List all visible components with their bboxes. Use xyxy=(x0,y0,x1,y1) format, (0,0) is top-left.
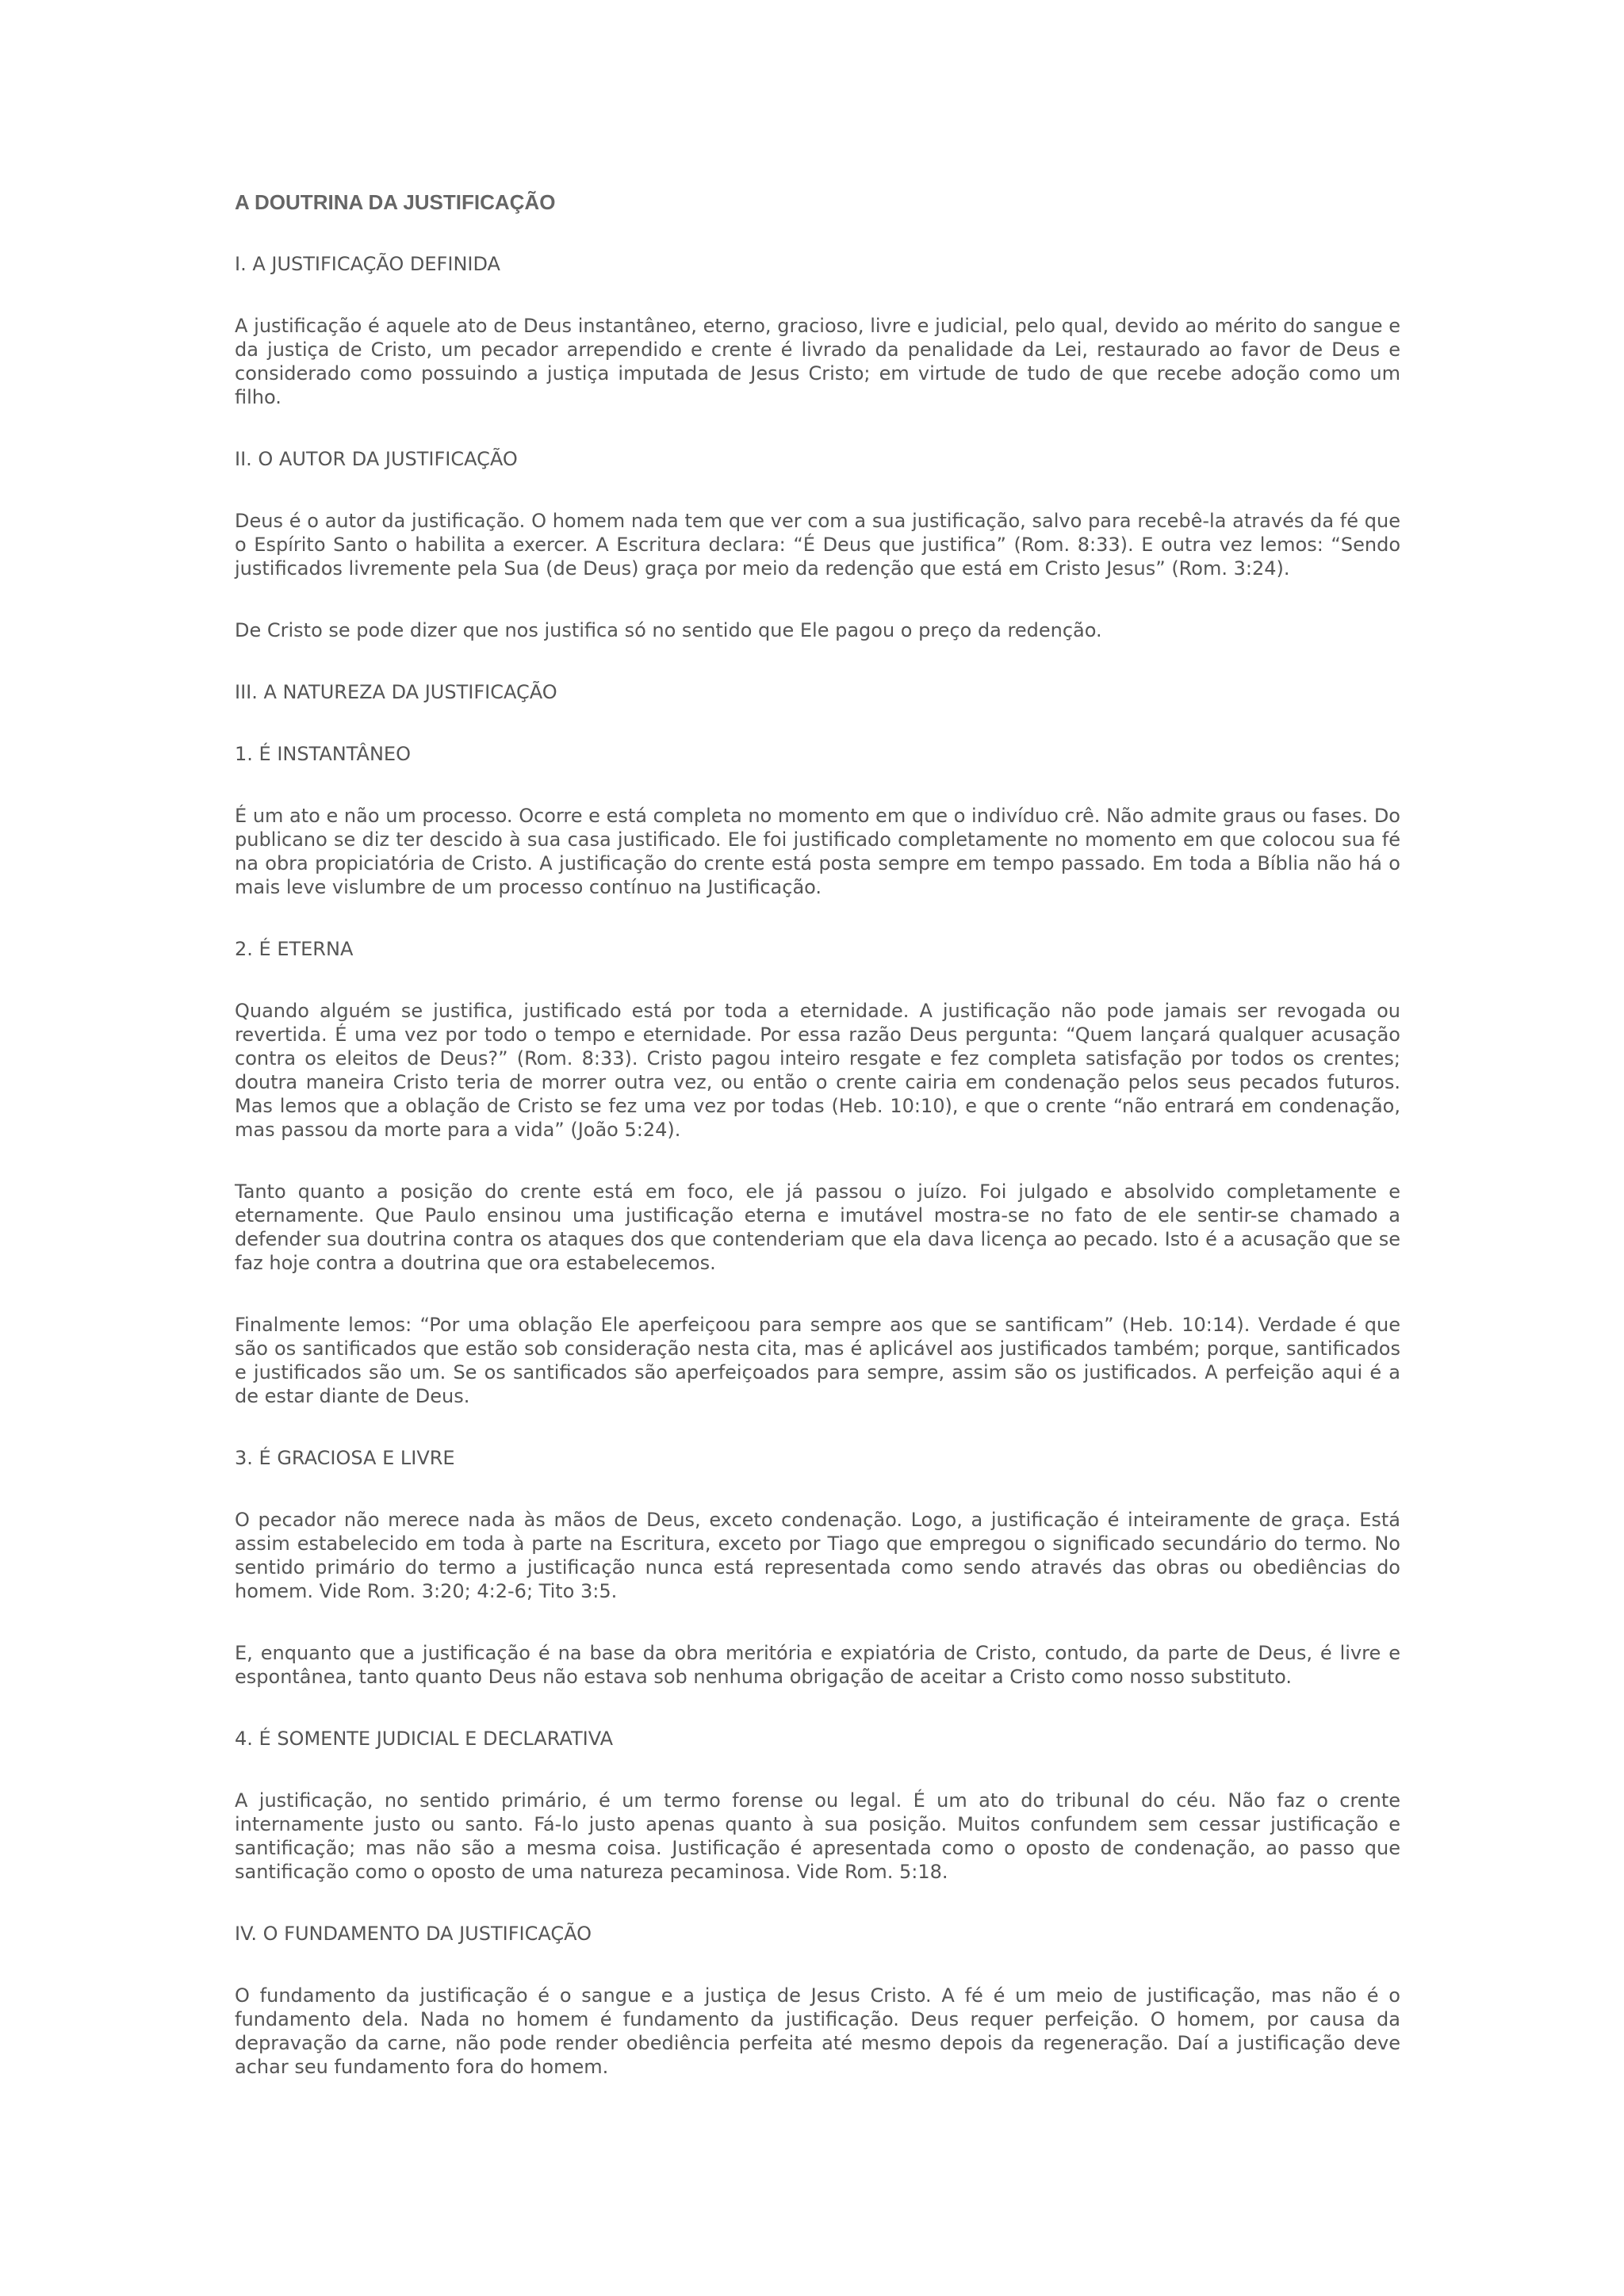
paragraph-autor: Deus é o autor da justificação. O homem nada tem que ver com a sua justificação, salvo para recebê-la através da fé que o Espírito Santo o habilita a exercer. A Escritura declara: “É Deus que justifica” (Rom. 8:33). E outra vez lemos: “Sendo justificados livremente pela Sua (de Deus) graça por meio da redenção que está em Cristo Jesus” (Rom. 3:24). xyxy=(235,510,1400,580)
subheading-judicial: 4. É SOMENTE JUDICIAL E DECLARATIVA xyxy=(235,1728,614,1750)
paragraph-cristo: De Cristo se pode dizer que nos justifica só no sentido que Ele pagou o preço da redenção. xyxy=(235,619,1102,641)
paragraph-eterna-1: Quando alguém se justifica, justificado está por toda a eternidade. A justificação não pode jamais ser revogada ou revertida. É uma vez por todo o tempo e eternidade. Por essa razão Deus pergunta: “Quem lançará qualquer acusação contra os eleitos de Deus?” (Rom. 8:33). Cristo pagou inteiro resgate e fez completa satisfação por todos os crentes; doutra maneira Cristo teria de morrer outra vez, ou então o crente cairia em condenação pelos seus pecados futuros. Mas lemos que a oblação de Cristo se fez uma vez por todas (Heb. 10:10), e que o crente “não entrará em condenação, mas passou da morte para a vida” (João 5:24). xyxy=(235,1000,1400,1141)
paragraph-graciosa-1: O pecador não merece nada às mãos de Deus, exceto condenação. Logo, a justificação é inteiramente de graça. Está assim estabelecido em toda à parte na Escritura, exceto por Tiago que empregou o significado secundário do termo. No sentido primário do termo a justificação nunca está representada como sendo através das obras ou obediências do homem. Vide Rom. 3:20; 4:2-6; Tito 3:5. xyxy=(235,1509,1400,1602)
paragraph-judicial: A justificação, no sentido primário, é um termo forense ou legal. É um ato do tribunal do céu. Não faz o crente internamente justo ou santo. Fá-lo justo apenas quanto à sua posição. Muitos confundem sem cessar justificação e santificação; mas não são a mesma coisa. Justificação é apresentada como o oposto de condenação, ao passo que santificação como o oposto de uma natureza pecaminosa. Vide Rom. 5:18. xyxy=(235,1789,1400,1883)
section-heading-fundamento: IV. O FUNDAMENTO DA JUSTIFICAÇÃO xyxy=(235,1923,592,1945)
section-heading-definida: I. A JUSTIFICAÇÃO DEFINIDA xyxy=(235,253,500,275)
subheading-instantaneo: 1. É INSTANTÂNEO xyxy=(235,743,411,765)
paragraph-graciosa-2: E, enquanto que a justificação é na base da obra meritória e expiatória de Cristo, contudo, da parte de Deus, é livre e espontânea, tanto quanto Deus não estava sob nenhuma obrigação de aceitar a Cristo como nosso substituto. xyxy=(235,1642,1400,1688)
document-title: A DOUTRINA DA JUSTIFICAÇÃO xyxy=(235,190,556,214)
paragraph-eterna-3: Finalmente lemos: “Por uma oblação Ele aperfeiçoou para sempre aos que se santificam” (Heb. 10:14). Verdade é que são os santificados que estão sob consideração nesta cita, mas é aplicável aos justificados também; porque, santificados e justificados são um. Se os santificados são aperfeiçoados para sempre, assim são os justificados. A perfeição aqui é a de estar diante de Deus. xyxy=(235,1314,1400,1407)
paragraph-eterna-2: Tanto quanto a posição do crente está em foco, ele já passou o juízo. Foi julgado e absolvido completamente e eternamente. Que Paulo ensinou uma justificação eterna e imutável mostra-se no fato de ele sentir-se chamado a defender sua doutrina contra os ataques dos que contenderiam que ela dava licença ao pecado. Isto é a acusação que se faz hoje contra a doutrina que ora estabelecemos. xyxy=(235,1181,1400,1274)
document-page xyxy=(235,190,1400,2117)
section-heading-natureza: III. A NATUREZA DA JUSTIFICAÇÃO xyxy=(235,681,557,703)
paragraph-instantaneo: É um ato e não um processo. Ocorre e está completa no momento em que o indivíduo crê. Não admite graus ou fases. Do publicano se diz ter descido à sua casa justificado. Ele foi justificado completamente no momento em que colocou sua fé na obra propiciatória de Cristo. A justificação do crente está posta sempre em tempo passado. Em toda a Bíblia não há o mais leve vislumbre de um processo contínuo na Justificação. xyxy=(235,805,1400,898)
subheading-eterna: 2. É ETERNA xyxy=(235,938,354,960)
paragraph-definicao: A justificação é aquele ato de Deus instantâneo, eterno, gracioso, livre e judicial, pelo qual, devido ao mérito do sangue e da justiça de Cristo, um pecador arrependido e crente é livrado da penalidade da Lei, restaurado ao favor de Deus e considerado como possuindo a justiça imputada de Jesus Cristo; em virtude de tudo de que recebe adoção como um filho. xyxy=(235,315,1400,408)
paragraph-fundamento: O fundamento da justificação é o sangue e a justiça de Jesus Cristo. A fé é um meio de justificação, mas não é o fundamento dela. Nada no homem é fundamento da justificação. Deus requer perfeição. O homem, por causa da depravação da carne, não pode render obediência perfeita até mesmo depois da regeneração. Daí a justificação deve achar seu fundamento fora do homem. xyxy=(235,1984,1400,2078)
subheading-graciosa: 3. É GRACIOSA E LIVRE xyxy=(235,1447,455,1469)
section-heading-autor: II. O AUTOR DA JUSTIFICAÇÃO xyxy=(235,448,518,470)
